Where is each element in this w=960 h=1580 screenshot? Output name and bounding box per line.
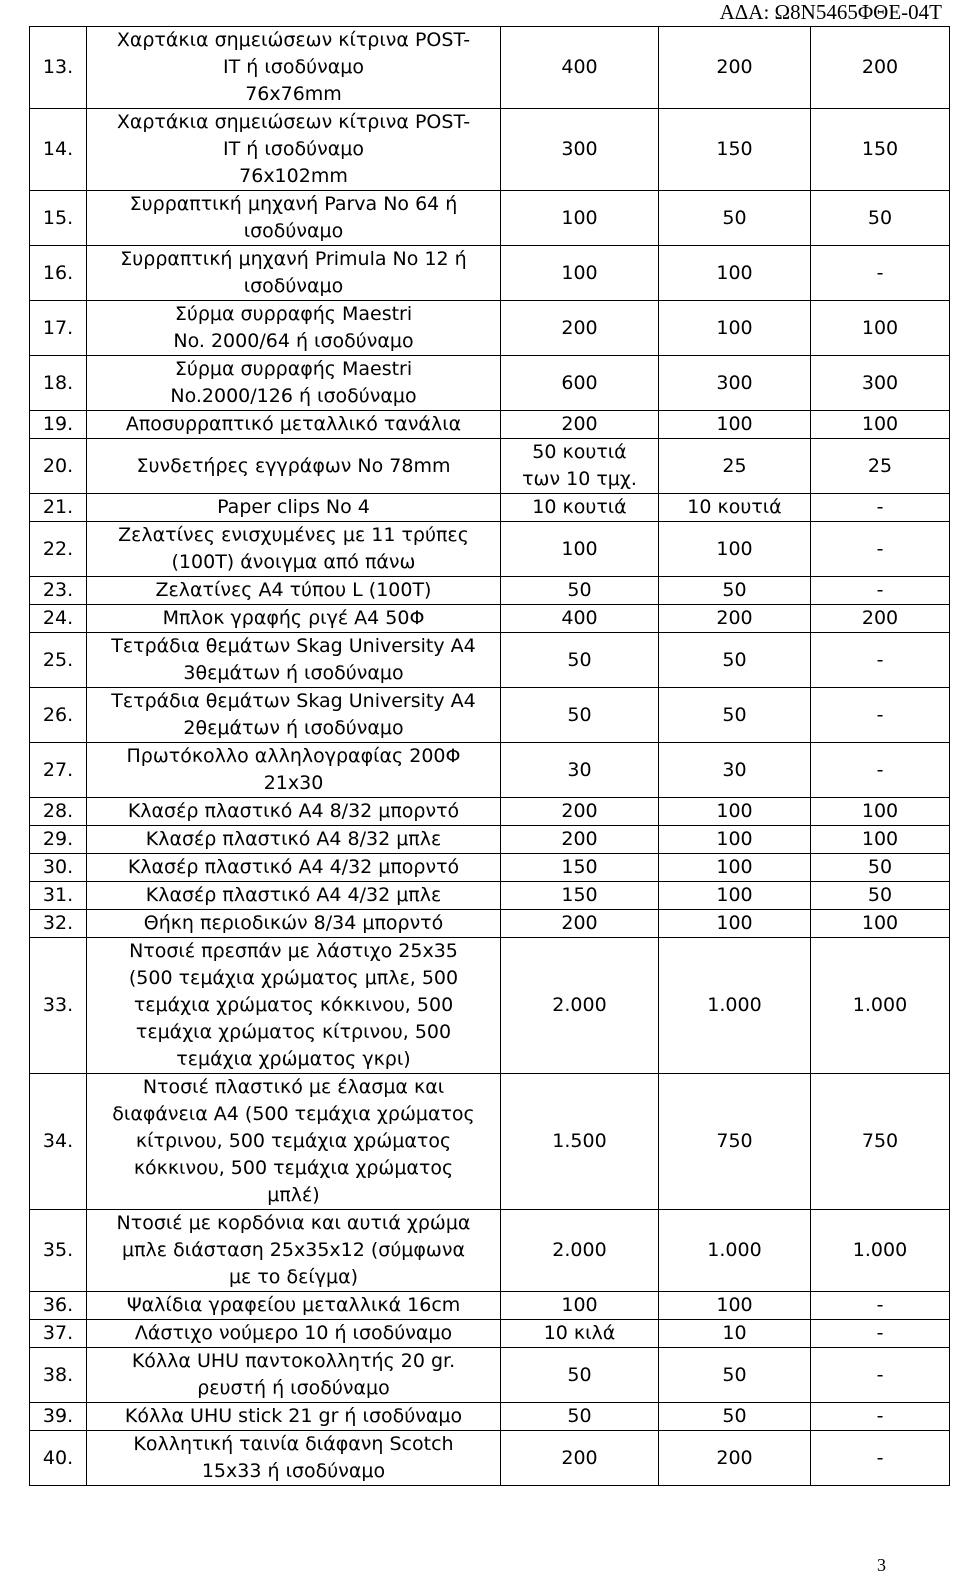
quantity-cell-2: 25 [659, 439, 811, 494]
quantity-cell-2: 150 [659, 109, 811, 191]
quantity-cell-2: 50 [659, 1348, 811, 1403]
item-description-cell: Κλασέρ πλαστικό Α4 8/32 μπορντό [87, 798, 501, 826]
quantity-cell-2: 100 [659, 301, 811, 356]
item-description-cell: Συνδετήρες εγγράφων No 78mm [87, 439, 501, 494]
item-number-cell: 24. [30, 605, 87, 633]
table-row [30, 577, 950, 605]
quantity-cell-3: 750 [811, 1074, 950, 1210]
item-description-cell: Ντοσιέ πρεσπάν με λάστιχο 25x35 (500 τεμάχια χρώματος μπλε, 500 τεμάχια χρώματος κόκκινου, 500 τεμάχια χρώματος κίτρινου, 500 τεμάχια χρώματος γκρι) [87, 938, 501, 1074]
document-reference-code: ΑΔΑ: Ω8Ν5465ΦΘΕ-04Τ [719, 0, 942, 24]
quantity-cell-3: - [811, 1431, 950, 1486]
quantity-cell-3: - [811, 494, 950, 522]
item-description-cell: Χαρτάκια σημειώσεων κίτρινα POST- IT ή ισοδύναμο 76x76mm [87, 27, 501, 109]
table-row [30, 1431, 950, 1486]
quantity-cell-2: 200 [659, 27, 811, 109]
quantity-cell-2: 100 [659, 910, 811, 938]
item-description-cell: Συρραπτική μηχανή Parva No 64 ή ισοδύναμο [87, 191, 501, 246]
quantity-cell-3: 1.000 [811, 1210, 950, 1292]
table-row [30, 688, 950, 743]
table-row [30, 1348, 950, 1403]
item-number-cell: 34. [30, 1074, 87, 1210]
quantity-cell-1: 50 [501, 577, 659, 605]
quantity-cell-1: 50 [501, 1348, 659, 1403]
item-description-cell: Paper clips No 4 [87, 494, 501, 522]
item-description-cell: Θήκη περιοδικών 8/34 μπορντό [87, 910, 501, 938]
quantity-cell-1: 100 [501, 1292, 659, 1320]
item-number-cell: 32. [30, 910, 87, 938]
table-row [30, 633, 950, 688]
quantity-cell-1: 100 [501, 522, 659, 577]
quantity-cell-2: 1.000 [659, 1210, 811, 1292]
table-row [30, 301, 950, 356]
item-description-cell: Ζελατίνες ενισχυμένες με 11 τρύπες (100Τ) άνοιγμα από πάνω [87, 522, 501, 577]
quantity-cell-1: 150 [501, 854, 659, 882]
table-row [30, 910, 950, 938]
quantity-cell-1: 200 [501, 411, 659, 439]
item-description-cell: Λάστιχο νούμερο 10 ή ισοδύναμο [87, 1320, 501, 1348]
quantity-cell-2: 750 [659, 1074, 811, 1210]
quantity-cell-2: 100 [659, 882, 811, 910]
quantity-cell-3: - [811, 688, 950, 743]
quantity-cell-3: - [811, 743, 950, 798]
quantity-cell-2: 50 [659, 191, 811, 246]
item-number-cell: 16. [30, 246, 87, 301]
quantity-cell-3: 50 [811, 191, 950, 246]
item-description-cell: Μπλοκ γραφής ριγέ Α4 50Φ [87, 605, 501, 633]
item-number-cell: 35. [30, 1210, 87, 1292]
item-description-cell: Ζελατίνες Α4 τύπου L (100T) [87, 577, 501, 605]
quantity-cell-2: 100 [659, 826, 811, 854]
quantity-cell-1: 50 [501, 688, 659, 743]
table-row [30, 938, 950, 1074]
item-description-cell: Τετράδια θεμάτων Skag University A4 2θεμάτων ή ισοδύναμο [87, 688, 501, 743]
quantity-cell-1: 200 [501, 798, 659, 826]
quantity-cell-3: 100 [811, 798, 950, 826]
quantity-cell-3: 100 [811, 826, 950, 854]
quantity-cell-3: - [811, 522, 950, 577]
table-row [30, 1403, 950, 1431]
quantity-cell-3: 150 [811, 109, 950, 191]
quantity-cell-2: 10 κουτιά [659, 494, 811, 522]
table-row [30, 1320, 950, 1348]
quantity-cell-1: 1.500 [501, 1074, 659, 1210]
table-row [30, 439, 950, 494]
item-number-cell: 17. [30, 301, 87, 356]
item-number-cell: 22. [30, 522, 87, 577]
item-description-cell: Κλασέρ πλαστικό Α4 4/32 μπορντό [87, 854, 501, 882]
item-number-cell: 19. [30, 411, 87, 439]
item-description-cell: Πρωτόκολλο αλληλογραφίας 200Φ 21x30 [87, 743, 501, 798]
item-number-cell: 18. [30, 356, 87, 411]
quantity-cell-2: 10 [659, 1320, 811, 1348]
table-row [30, 411, 950, 439]
quantity-cell-3: 25 [811, 439, 950, 494]
quantity-cell-2: 100 [659, 522, 811, 577]
quantity-cell-2: 200 [659, 605, 811, 633]
quantity-cell-3: 50 [811, 854, 950, 882]
quantity-cell-3: - [811, 1320, 950, 1348]
item-number-cell: 29. [30, 826, 87, 854]
item-number-cell: 31. [30, 882, 87, 910]
item-description-cell: Κολλητική ταινία διάφανη Scotch 15x33 ή ισοδύναμο [87, 1431, 501, 1486]
item-number-cell: 20. [30, 439, 87, 494]
quantity-cell-3: - [811, 1403, 950, 1431]
item-description-cell: Κόλλα UHU stick 21 gr ή ισοδύναμο [87, 1403, 501, 1431]
item-number-cell: 40. [30, 1431, 87, 1486]
quantity-cell-2: 100 [659, 798, 811, 826]
quantity-cell-1: 600 [501, 356, 659, 411]
quantity-cell-1: 10 κιλά [501, 1320, 659, 1348]
quantity-cell-1: 50 [501, 1403, 659, 1431]
table-row [30, 1074, 950, 1210]
quantity-cell-2: 30 [659, 743, 811, 798]
item-number-cell: 13. [30, 27, 87, 109]
quantity-cell-3: 50 [811, 882, 950, 910]
item-number-cell: 21. [30, 494, 87, 522]
table-row [30, 246, 950, 301]
quantity-cell-1: 10 κουτιά [501, 494, 659, 522]
item-description-cell: Συρραπτική μηχανή Primula No 12 ή ισοδύναμο [87, 246, 501, 301]
quantity-cell-3: 300 [811, 356, 950, 411]
table-row [30, 494, 950, 522]
quantity-cell-1: 400 [501, 27, 659, 109]
quantity-cell-3: 100 [811, 411, 950, 439]
quantity-cell-1: 2.000 [501, 1210, 659, 1292]
table-row [30, 1210, 950, 1292]
quantity-cell-2: 100 [659, 246, 811, 301]
item-description-cell: Σύρμα συρραφής Maestri No. 2000/64 ή ισοδύναμο [87, 301, 501, 356]
quantity-cell-3: 200 [811, 605, 950, 633]
quantity-cell-1: 150 [501, 882, 659, 910]
quantity-cell-1: 50 κουτιά των 10 τμχ. [501, 439, 659, 494]
table-row [30, 743, 950, 798]
quantity-cell-3: 100 [811, 301, 950, 356]
page-number: 3 [877, 1555, 886, 1575]
item-description-cell: Ντοσιέ πλαστικό με έλασμα και διαφάνεια Α4 (500 τεμάχια χρώματος κίτρινου, 500 τεμάχια χρώματος κόκκινου, 500 τεμάχια χρώματος μπλέ) [87, 1074, 501, 1210]
table-row [30, 605, 950, 633]
item-description-cell: Ψαλίδια γραφείου μεταλλικά 16cm [87, 1292, 501, 1320]
quantity-cell-2: 1.000 [659, 938, 811, 1074]
table-row [30, 854, 950, 882]
item-description-cell: Ντοσιέ με κορδόνια και αυτιά χρώμα μπλε διάσταση 25x35x12 (σύμφωνα με το δείγμα) [87, 1210, 501, 1292]
table-row [30, 882, 950, 910]
item-description-cell: Κλασέρ πλαστικό Α4 4/32 μπλε [87, 882, 501, 910]
quantity-cell-1: 400 [501, 605, 659, 633]
quantity-cell-2: 200 [659, 1431, 811, 1486]
supplies-table [29, 26, 950, 1486]
quantity-cell-1: 200 [501, 301, 659, 356]
quantity-cell-3: - [811, 1292, 950, 1320]
item-description-cell: Κόλλα UHU παντοκολλητής 20 gr. ρευστή ή ισοδύναμο [87, 1348, 501, 1403]
item-number-cell: 30. [30, 854, 87, 882]
table-row [30, 1292, 950, 1320]
item-number-cell: 23. [30, 577, 87, 605]
item-description-cell: Σύρμα συρραφής Maestri No.2000/126 ή ισοδύναμο [87, 356, 501, 411]
item-description-cell: Τετράδια θεμάτων Skag University A4 3θεμάτων ή ισοδύναμο [87, 633, 501, 688]
item-number-cell: 33. [30, 938, 87, 1074]
table-row [30, 109, 950, 191]
quantity-cell-2: 300 [659, 356, 811, 411]
quantity-cell-3: 200 [811, 27, 950, 109]
table-row [30, 191, 950, 246]
quantity-cell-2: 50 [659, 1403, 811, 1431]
item-number-cell: 37. [30, 1320, 87, 1348]
quantity-cell-3: - [811, 577, 950, 605]
quantity-cell-1: 200 [501, 910, 659, 938]
item-number-cell: 36. [30, 1292, 87, 1320]
quantity-cell-2: 50 [659, 633, 811, 688]
quantity-cell-2: 50 [659, 688, 811, 743]
quantity-cell-1: 200 [501, 826, 659, 854]
supplies-table-body [30, 27, 950, 1486]
item-number-cell: 27. [30, 743, 87, 798]
quantity-cell-1: 30 [501, 743, 659, 798]
quantity-cell-3: 1.000 [811, 938, 950, 1074]
item-description-cell: Αποσυρραπτικό μεταλλικό τανάλια [87, 411, 501, 439]
table-row [30, 356, 950, 411]
item-number-cell: 26. [30, 688, 87, 743]
table-row [30, 798, 950, 826]
item-number-cell: 28. [30, 798, 87, 826]
quantity-cell-1: 300 [501, 109, 659, 191]
item-number-cell: 39. [30, 1403, 87, 1431]
quantity-cell-2: 50 [659, 577, 811, 605]
quantity-cell-1: 50 [501, 633, 659, 688]
item-number-cell: 14. [30, 109, 87, 191]
item-description-cell: Κλασέρ πλαστικό Α4 8/32 μπλε [87, 826, 501, 854]
table-row [30, 27, 950, 109]
quantity-cell-1: 200 [501, 1431, 659, 1486]
table-row [30, 522, 950, 577]
quantity-cell-2: 100 [659, 1292, 811, 1320]
table-row [30, 826, 950, 854]
quantity-cell-2: 100 [659, 854, 811, 882]
quantity-cell-3: - [811, 1348, 950, 1403]
item-number-cell: 38. [30, 1348, 87, 1403]
quantity-cell-1: 2.000 [501, 938, 659, 1074]
quantity-cell-3: - [811, 246, 950, 301]
item-number-cell: 25. [30, 633, 87, 688]
quantity-cell-3: 100 [811, 910, 950, 938]
quantity-cell-1: 100 [501, 191, 659, 246]
quantity-cell-1: 100 [501, 246, 659, 301]
quantity-cell-3: - [811, 633, 950, 688]
quantity-cell-2: 100 [659, 411, 811, 439]
item-number-cell: 15. [30, 191, 87, 246]
item-description-cell: Χαρτάκια σημειώσεων κίτρινα POST- IT ή ισοδύναμο 76x102mm [87, 109, 501, 191]
